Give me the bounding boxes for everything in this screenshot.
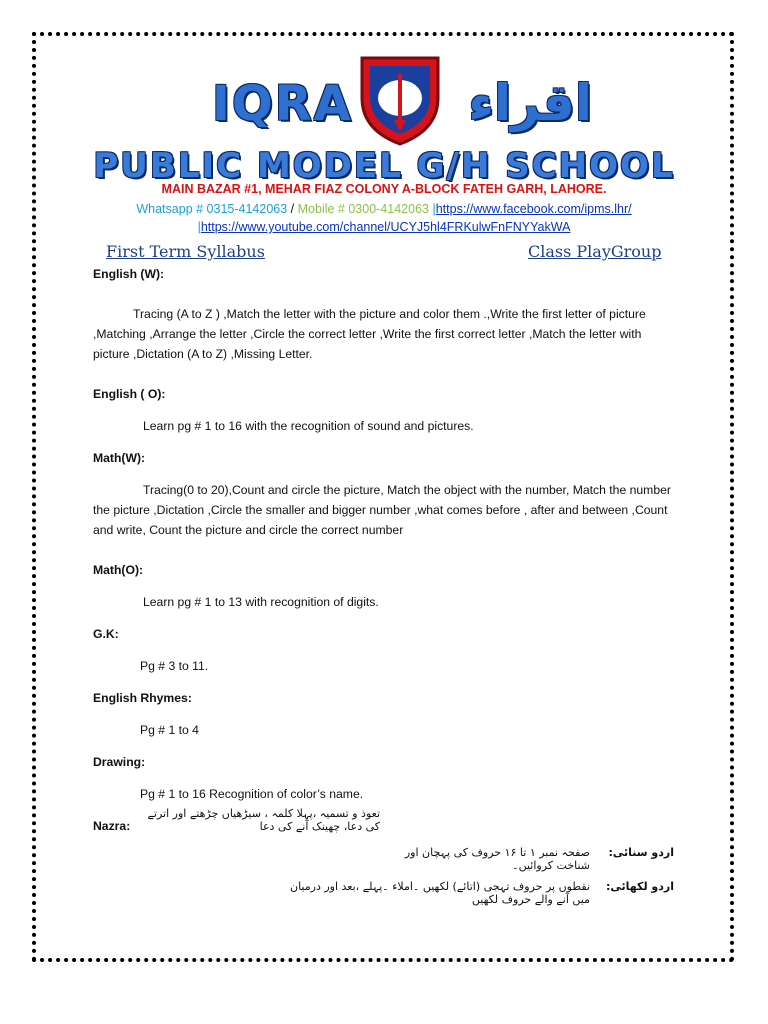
youtube-link[interactable]: https://www.youtube.com/channel/UCYJ5hl4FRKulwFnFNYYakWA: [200, 220, 571, 234]
gk-heading: G.K:: [93, 627, 119, 641]
urdu-written-body: نقطوں پر حروف تہجی (اتائے) لکھیں ۔املاء ۔پہلے ،بعد اور درمیان میں آنے والے حروف لکھیں: [289, 880, 590, 906]
logo-text: IQRA: [212, 76, 353, 132]
math-o-heading: Math(O):: [93, 563, 144, 577]
gk-body: Pg # 3 to 11.: [140, 659, 209, 673]
urdu-written-heading: اردو لکھائی:: [606, 880, 674, 893]
english-o-heading: English ( O):: [93, 387, 166, 401]
math-w-heading: Math(W):: [93, 451, 146, 465]
nazra-heading: Nazra:: [93, 819, 131, 833]
math-w-body: Tracing(0 to 20),Count and circle the picture, Match the object with the number, Match the number the picture ,Dictation ,Circle the smaller and bigger number ,what comes before , after and between ,Count and write, Count the picture and circle the correct number: [93, 483, 671, 537]
logo-urdu-text: اقراء: [468, 74, 592, 132]
contact-pipe: |: [432, 202, 436, 216]
contact-line-2: [0, 220, 768, 234]
math-o-body: Learn pg # 1 to 13 with recognition of digits.: [143, 595, 379, 609]
english-o-body: Learn pg # 1 to 16 with the recognition of sound and pictures.: [143, 419, 474, 433]
drawing-body: Pg # 1 to 16 Recognition of color’s name.: [140, 787, 364, 801]
rhymes-heading: English Rhymes:: [93, 691, 192, 705]
whatsapp-number: Whatsapp # 0315-4142063: [136, 202, 288, 216]
nazra-body: تعوذ و تسمیہ ،پہلا کلمہ ، سیڑھیاں چڑھتے اور اترتے کی دعا، چھینک آنے کی دعا: [147, 807, 380, 833]
rhymes-body: Pg # 1 to 4: [140, 723, 199, 737]
drawing-heading: Drawing:: [93, 755, 146, 769]
urdu-oral-body: صفحہ نمبر ۱ تا ۱۶ حروف کی پہچان اور شناخت کروائیں۔: [404, 846, 590, 872]
facebook-link[interactable]: https://www.facebook.com/ipms.lhr/: [435, 202, 632, 216]
syllabus-title: First Term Syllabus: [106, 242, 265, 261]
contact-line: [0, 202, 768, 216]
english-w-body: Tracing (A to Z ) ,Match the letter with the picture and color them .,Write the first letter of picture ,Matching ,Arrange the letter ,Circle the correct letter ,Write the first correct letter ,Match the letter with picture ,Dictation (A to Z) ,Missing Letter.: [93, 307, 646, 361]
class-title: Class PlayGroup: [528, 242, 662, 261]
school-address: MAIN BAZAR #1, MEHAR FIAZ COLONY A-BLOCK FATEH GARH, LAHORE.: [161, 182, 607, 196]
urdu-oral-heading: اردو سنائی:: [608, 846, 674, 859]
school-crest-icon: [358, 54, 442, 146]
english-w-heading: English (W):: [93, 267, 165, 281]
contact-separator: /: [290, 202, 295, 216]
contact-pipe-2: |: [197, 220, 201, 234]
school-name: PUBLIC MODEL G/H SCHOOL: [93, 146, 675, 186]
mobile-number: Mobile # 0300-4142063: [297, 202, 429, 216]
syllabus-content: [93, 264, 678, 836]
school-logo: [212, 54, 592, 144]
